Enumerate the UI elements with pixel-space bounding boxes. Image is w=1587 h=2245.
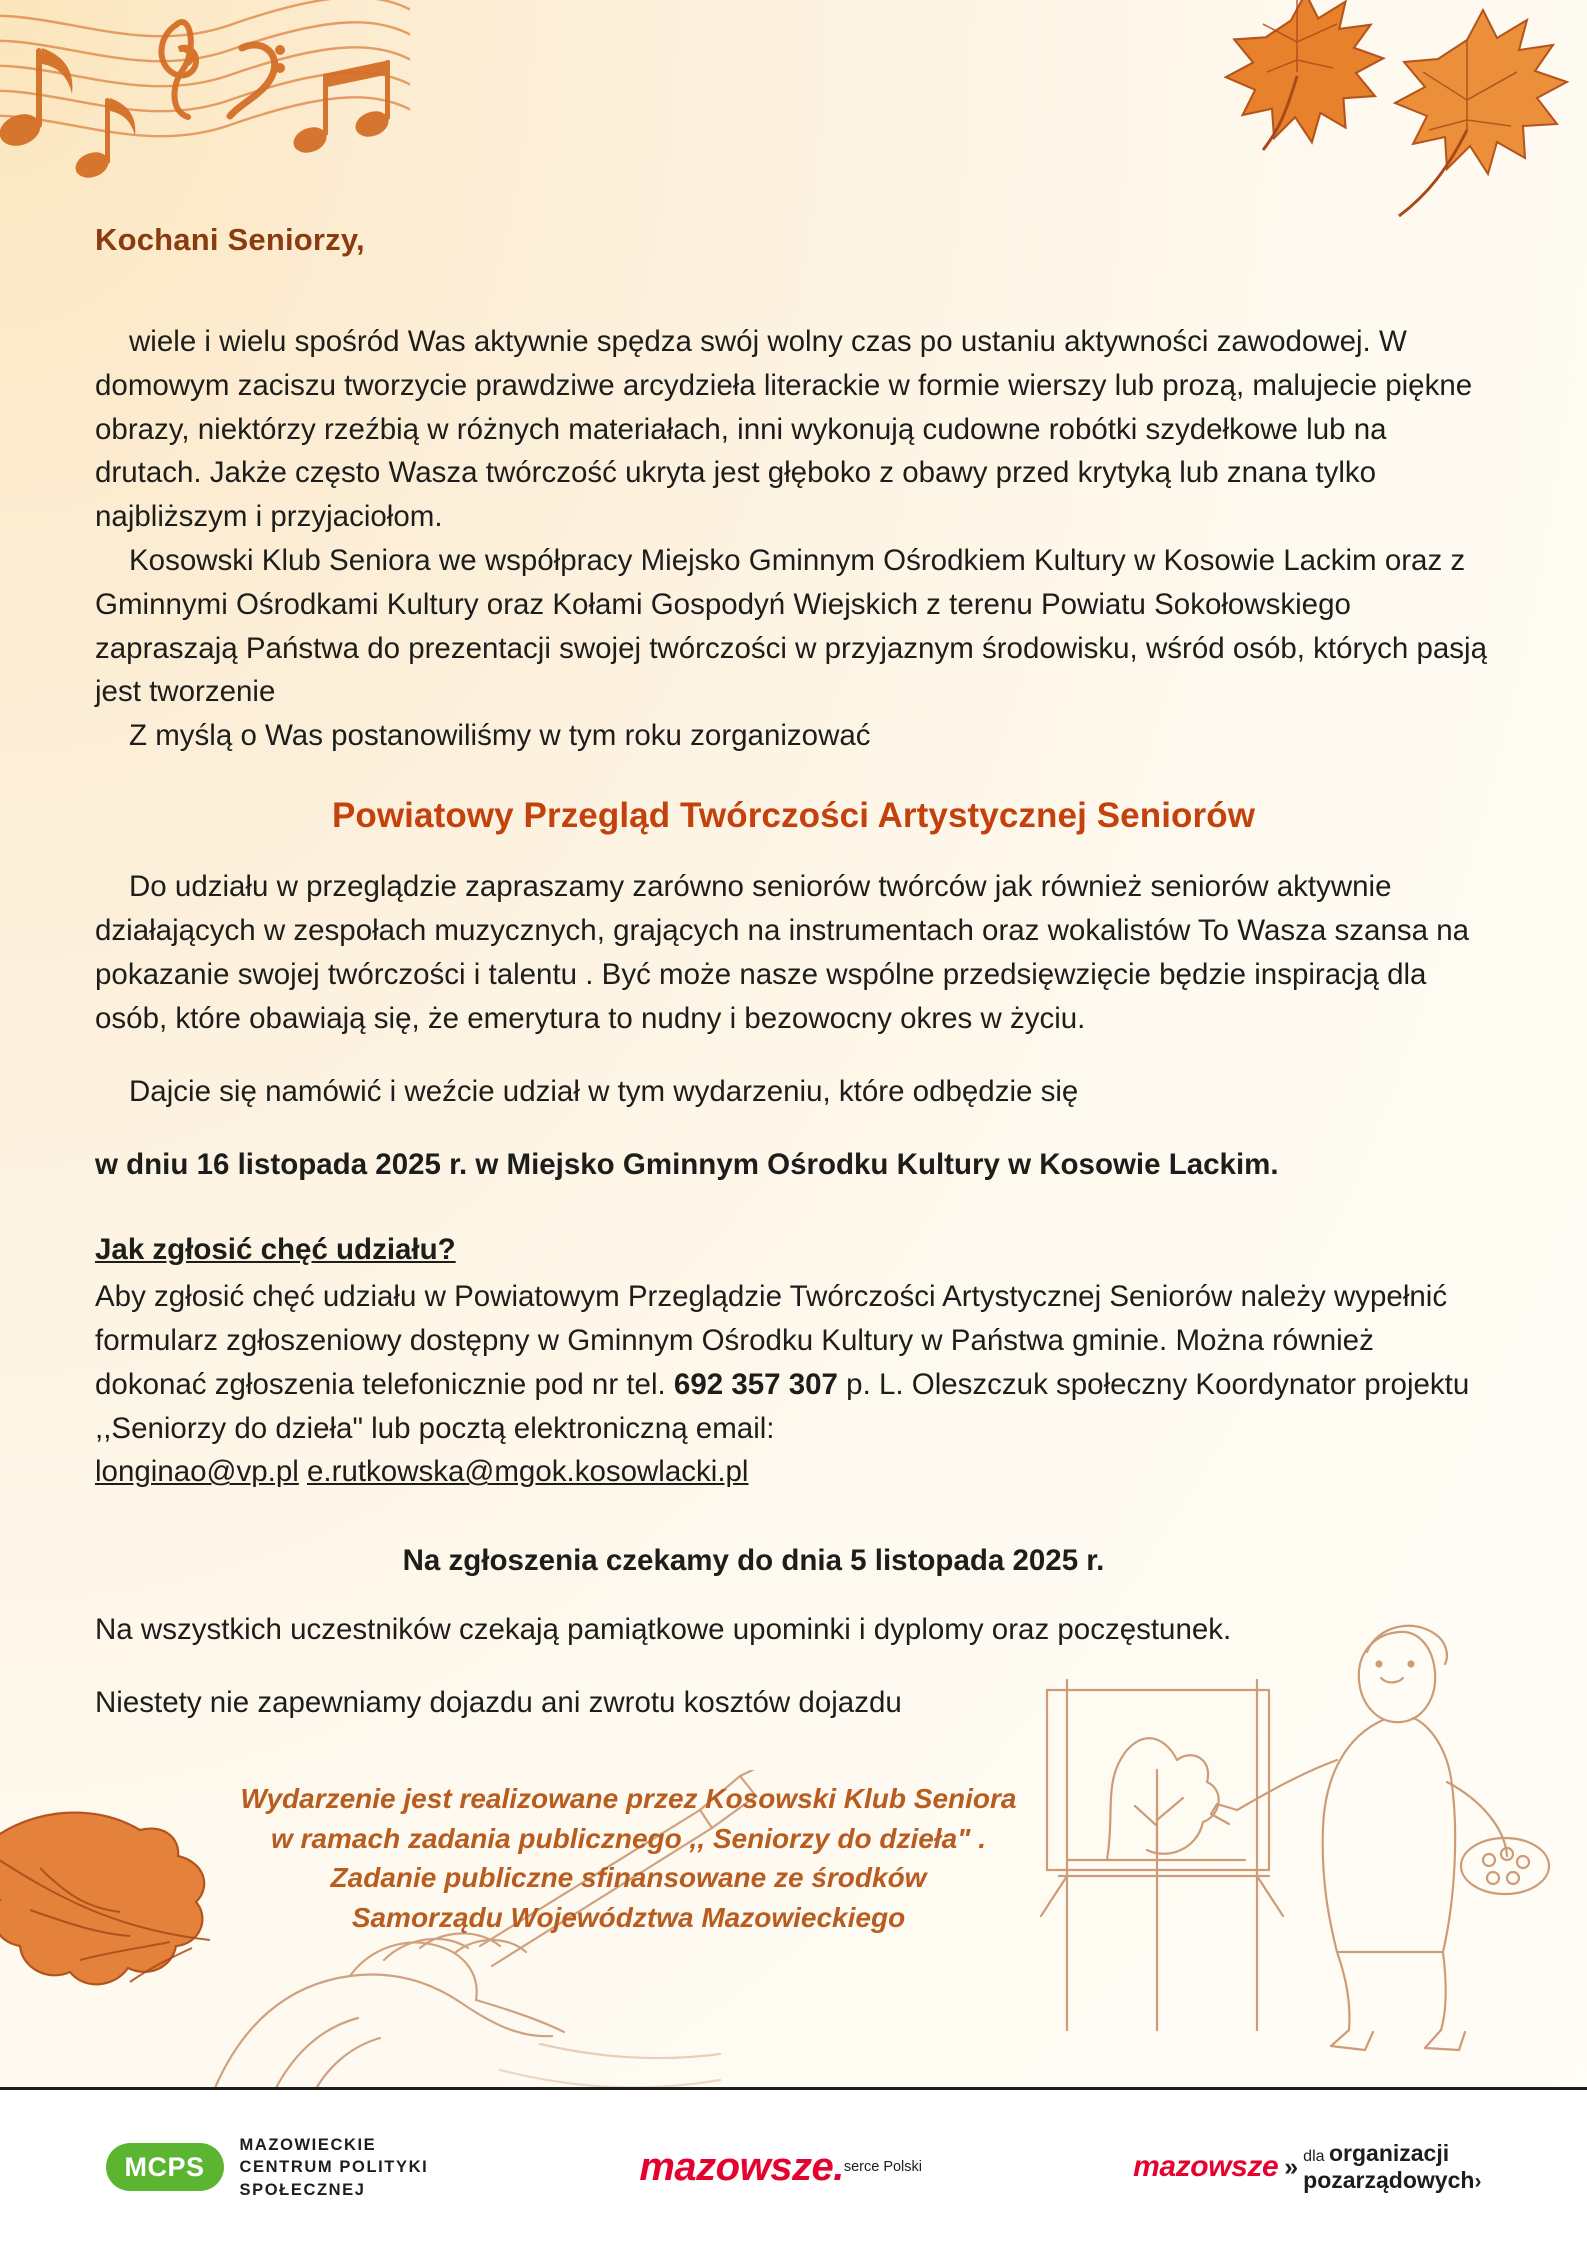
email-link-2[interactable]: e.rutkowska@mgok.kosowlacki.pl	[307, 1455, 749, 1489]
howto-heading: Jak zgłosić chęć udziału?	[95, 1233, 456, 1267]
intro-paragraph-2: Kosowski Klub Seniora we współpracy Miejsko Gminnym Ośrodkiem Kultury w Kosowie Lackim oraz z Gminnymi Ośrodkami Kultury oraz Kołami Gospodyń Wiejskich z terenu Powiatu Sokołowskiego zapraszają Państwa do prezentacji swojej twórczości w przyjaznym środowisku, wśród osób, których pasją jest tworzenie	[95, 543, 1487, 709]
email-link-1[interactable]: longinao@vp.pl	[95, 1455, 299, 1489]
funding-line-2: w ramach zadania publicznego ,, Seniorzy do dzieła" .	[271, 1822, 986, 1854]
mcps-line-1: MAZOWIECKIE	[239, 2136, 377, 2155]
closing-line-2: Niestety nie zapewniamy dojazdu ani zwrotu kosztów dojazdu	[95, 1686, 902, 1720]
closing-block	[95, 1608, 1492, 1725]
intro-paragraph-3: Z myślą o Was postanowiliśmy w tym roku zorganizować	[129, 719, 871, 753]
music-notes-decoration	[0, 0, 410, 260]
contact-phone: 692 357 307	[673, 1367, 838, 1401]
logo-mcps	[106, 2134, 429, 2200]
mcps-mark: MCPS	[106, 2143, 224, 2191]
body-paragraph-2: Dajcie się namówić i weźcie udział w tym wydarzeniu, które odbędzie się	[129, 1075, 1079, 1109]
logo-mazowsze	[639, 2145, 922, 2190]
mazowsze-ngo-text	[1303, 2140, 1481, 2195]
maple-leaves-decoration	[1167, 0, 1587, 250]
mcps-line-2: CENTRUM POLITYKI	[239, 2158, 429, 2177]
funding-block	[95, 1779, 1492, 1938]
funding-line-4: Samorządu Województwa Mazowieckiego	[351, 1902, 906, 1934]
chevron-right-small-icon: ›	[1474, 2170, 1482, 2194]
mazowsze-tagline: serce Polski	[843, 2158, 922, 2175]
chevron-right-icon: »	[1284, 2152, 1296, 2181]
event-datetime-line: w dniu 16 listopada 2025 r. w Miejsko Gminnym Ośrodku Kultury w Kosowie Lackim.	[95, 1148, 1279, 1182]
closing-line-1: Na wszystkich uczestników czekają pamiątkowe upominki i dyplomy oraz poczęstunek.	[95, 1612, 1232, 1646]
howto-block	[95, 1275, 1492, 1494]
event-title: Powiatowy Przegląd Twórczości Artystycznej Seniorów	[331, 795, 1256, 835]
poster-content	[0, 222, 1587, 1938]
howto-text-2: p. L. Oleszczuk społeczny Koordynator projektu ,,Seniorzy do dzieła" lub pocztą elektroniczną email:	[95, 1367, 1470, 1445]
salutation: Kochani Seniorzy,	[95, 222, 365, 257]
funding-line-1: Wydarzenie jest realizowane przez Kosowski Klub Seniora	[240, 1782, 1017, 1814]
ngo-dla: dla	[1303, 2148, 1325, 2166]
logo-mazowsze-ngo	[1133, 2140, 1481, 2195]
mcps-line-3: SPOŁECZNEJ	[239, 2180, 366, 2199]
mazowsze-wordmark: mazowsze.	[639, 2145, 844, 2189]
ngo-organizacji: organizacji	[1328, 2140, 1450, 2167]
mcps-wordmark	[240, 2134, 429, 2200]
body-paragraphs	[95, 865, 1492, 1187]
funding-line-3: Zadanie publiczne sfinansowane ze środków	[330, 1862, 927, 1894]
deadline-line: Na zgłoszenia czekamy do dnia 5 listopada 2025 r.	[402, 1544, 1105, 1578]
intro-paragraph-1: wiele i wielu spośród Was aktywnie spędza swój wolny czas po ustaniu aktywności zawodowej. W domowym zaciszu tworzycie prawdziwe arcydzieła literackie w formie wierszy lub prozą, malujecie piękne obrazy, niektórzy rzeźbią w różnych materiałach, inni wykonują cudowne robótki szydełkowe lub na drutach. Jakże często Wasza twórczość ukryta jest głęboko z obawy przed krytyką lub znana tylko najbliższym i przyjaciołom.	[95, 325, 1473, 534]
intro-paragraphs	[95, 320, 1492, 758]
footer-logos	[0, 2087, 1587, 2245]
body-paragraph-1: Do udziału w przeglądzie zapraszamy zarówno seniorów twórców jak również seniorów aktywnie działających w zespołach muzycznych, grających na instrumentach oraz wokalistów To Wasza szansa na pokazanie swojej twórczości i talentu . Być może nasze wspólne przedsięwzięcie będzie inspiracją dla osób, które obawiają się, że emerytura to nudny i bezowocny okres w życiu.	[95, 870, 1470, 1035]
ngo-pozarzadowych: pozarządowych	[1303, 2167, 1475, 2194]
mazowsze-ngo-wordmark: mazowsze	[1133, 2150, 1279, 2184]
howto-text-1: Aby zgłosić chęć udziału w Powiatowym Przeglądzie Twórczości Artystycznej Seniorów należy wypełnić formularz zgłoszeniowy dostępny w Gminnym Ośrodku Kultury w Państwa gminie. Można również dokonać zgłoszenia telefonicznie pod nr tel.	[95, 1280, 1448, 1401]
email-line	[95, 1450, 1492, 1494]
